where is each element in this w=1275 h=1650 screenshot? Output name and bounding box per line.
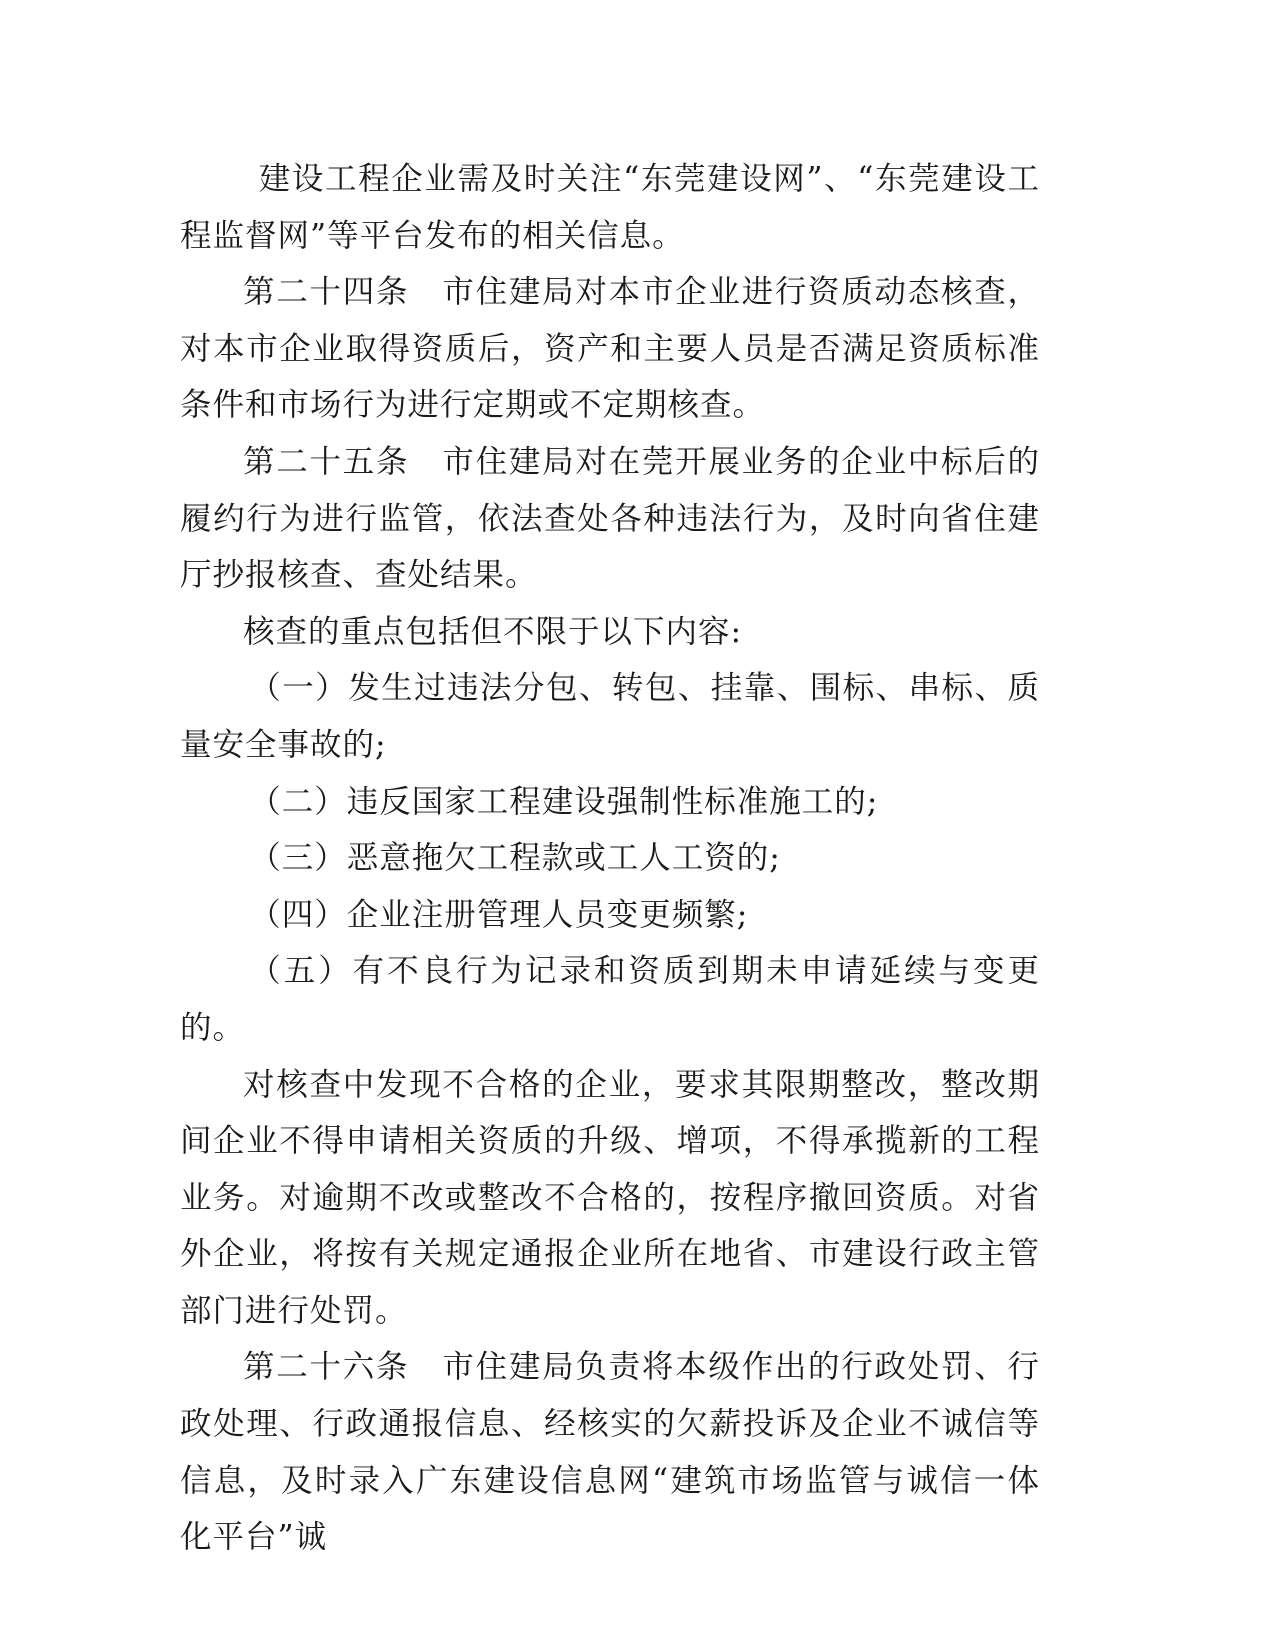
article-26-paragraph: 第二十六条 市住建局负责将本级作出的行政处罚、行政处理、行政通报信息、经核实的欠薪投诉及企业不诚信等信息，及时录入广东建设信息网“建筑市场监管与诚信一体化平台”诚 — [180, 1349, 1040, 1556]
inspection-item-3: （三）恶意拖欠工程款或工人工资的; — [249, 840, 781, 877]
document-body — [180, 151, 1040, 1566]
inspection-item-2: （二）违反国家工程建设强制性标准施工的; — [249, 783, 879, 820]
inspection-item-4: （四）企业注册管理人员变更频繁; — [249, 896, 749, 933]
article-25-paragraph: 第二十五条 市住建局对在莞开展业务的企业中标后的履约行为进行监管，依法查处各种违法行为，及时向省住建厅抄报核查、查处结果。 — [180, 443, 1040, 594]
rectification-paragraph: 对核查中发现不合格的企业，要求其限期整改，整改期间企业不得申请相关资质的升级、增项，不得承揽新的工程业务。对逾期不改或整改不合格的，按程序撤回资质。对省外企业，将按有关规定通报企业所在地省、市建设行政主管部门进行处罚。 — [180, 1066, 1040, 1329]
inspection-item-1: （一）发生过违法分包、转包、挂靠、围标、串标、质量安全事故的; — [180, 670, 1040, 763]
inspection-item-5: （五）有不良行为记录和资质到期未申请延续与变更的。 — [180, 953, 1040, 1046]
inspection-focus-intro: 核查的重点包括但不限于以下内容: — [243, 613, 743, 650]
notice-paragraph: 建设工程企业需及时关注“东莞建设网”、“东莞建设工程监督网”等平台发布的相关信息。 — [180, 161, 1040, 254]
article-24-paragraph: 第二十四条 市住建局对本市企业进行资质动态核查，对本市企业取得资质后，资产和主要人员是否满足资质标准条件和市场行为进行定期或不定期核查。 — [180, 274, 1040, 424]
